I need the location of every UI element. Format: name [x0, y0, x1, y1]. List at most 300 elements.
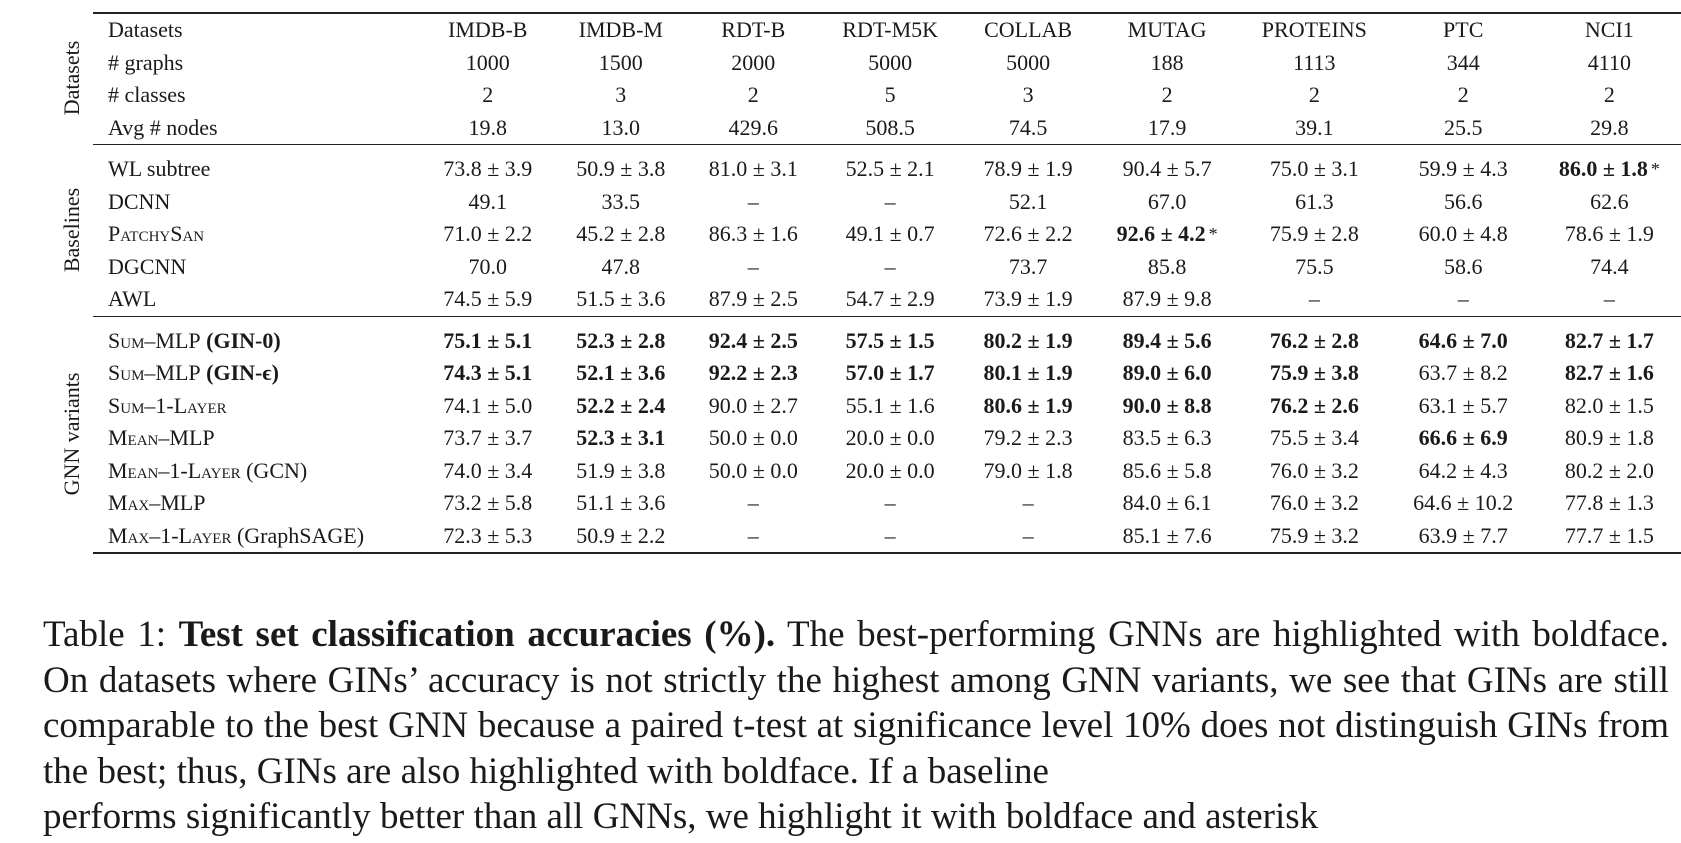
cell-value: 13.0: [601, 114, 641, 140]
cell-value: 2: [1308, 82, 1320, 108]
cell-value: 20.0 ± 0.0: [845, 457, 935, 483]
table-cell: [420, 145, 555, 186]
table-cell: [820, 47, 960, 80]
row-label-name: Mean–MLP: [108, 425, 215, 451]
cell-value: 1500: [598, 49, 643, 75]
row-label-suffix: (GCN): [246, 457, 308, 483]
gnn-variant-row: [93, 520, 1681, 554]
cell-value: 45.2 ± 2.8: [576, 221, 666, 247]
row-label-name: Avg # nodes: [108, 114, 218, 140]
table-cell: [420, 455, 555, 488]
table-cell: [420, 357, 555, 390]
column-header: IMDB-B: [420, 13, 555, 47]
table-cell: [1391, 316, 1536, 357]
cell-value: 17.9: [1147, 114, 1187, 140]
cell-value: 76.2 ± 2.8: [1269, 327, 1359, 353]
row-label: [93, 357, 420, 390]
table-cell: [1238, 251, 1391, 284]
table-cell: [686, 251, 820, 284]
cell-value: 71.0 ± 2.2: [443, 221, 533, 247]
cell-value: 73.8 ± 3.9: [443, 156, 533, 182]
table-cell: [1238, 316, 1391, 357]
row-label-name: DGCNN: [108, 253, 187, 279]
table-cell: [1391, 357, 1536, 390]
table-cell: [1391, 47, 1536, 80]
table-cell: [1096, 487, 1238, 520]
table-cell: [1238, 455, 1391, 488]
table-cell: [1536, 112, 1681, 145]
cell-value: 74.4: [1590, 253, 1629, 279]
cell-value: 1113: [1293, 49, 1336, 75]
baseline-row: [93, 218, 1681, 251]
table-cell: [820, 316, 960, 357]
cell-value: 83.5 ± 6.3: [1122, 425, 1212, 451]
table-cell: [686, 112, 820, 145]
table-cell: [420, 251, 555, 284]
cell-value: 73.7: [1008, 253, 1048, 279]
table-cell: [555, 487, 686, 520]
cell-value: 70.0: [468, 253, 508, 279]
cell-value: 52.5 ± 2.1: [845, 156, 935, 182]
cell-value: 81.0 ± 3.1: [708, 156, 798, 182]
row-label-name: Max–1-Layer: [108, 522, 232, 548]
table-cell: [686, 487, 820, 520]
row-label: [93, 316, 420, 357]
cell-value: 75.5 ± 3.4: [1269, 425, 1359, 451]
cell-value: 59.9 ± 4.3: [1418, 156, 1508, 182]
column-header: RDT-M5K: [820, 13, 960, 47]
group-label-baselines: Baselines: [59, 187, 84, 272]
row-label: [93, 79, 420, 112]
row-label: [93, 112, 420, 145]
cell-value: 3: [615, 82, 627, 108]
cell-value: 90.4 ± 5.7: [1122, 156, 1212, 182]
table-cell: [960, 251, 1096, 284]
table-cell: [420, 487, 555, 520]
cell-value: 2: [482, 82, 494, 108]
cell-value: 73.7 ± 3.7: [443, 425, 533, 451]
table-cell: [1238, 357, 1391, 390]
cell-value: 4110: [1587, 49, 1631, 75]
table-cell: [555, 47, 686, 80]
row-label: [93, 251, 420, 284]
cell-value: 76.0 ± 3.2: [1269, 490, 1359, 516]
column-header: PROTEINS: [1238, 13, 1391, 47]
column-header: PTC: [1391, 13, 1536, 47]
table-cell: [820, 218, 960, 251]
table-cell: [1536, 455, 1681, 488]
cell-value: 57.5 ± 1.5: [845, 327, 935, 353]
table-cell: [1391, 218, 1536, 251]
table-cell: [686, 455, 820, 488]
cell-value: 74.3 ± 5.1: [443, 360, 533, 386]
table-cell: [1536, 218, 1681, 251]
results-table: [93, 12, 1681, 554]
group-label-datasets: Datasets: [59, 40, 84, 116]
cell-value: 84.0 ± 6.1: [1122, 490, 1212, 516]
table-cell: [1536, 520, 1681, 554]
column-header: IMDB-M: [555, 13, 686, 47]
cell-value: 64.2 ± 4.3: [1418, 457, 1508, 483]
cell-value: 79.2 ± 2.3: [983, 425, 1073, 451]
cell-value: 87.9 ± 9.8: [1122, 286, 1212, 312]
cell-value: 52.1 ± 3.6: [576, 360, 666, 386]
table-cell: [1391, 455, 1536, 488]
cell-value: 77.7 ± 1.5: [1564, 522, 1654, 548]
cell-value: 62.6: [1590, 188, 1629, 214]
cell-value: 85.1 ± 7.6: [1122, 522, 1212, 548]
table-cell: [960, 316, 1096, 357]
table-cell: [1536, 487, 1681, 520]
cell-value: 20.0 ± 0.0: [845, 425, 935, 451]
table-cell: [820, 390, 960, 423]
cell-value: 33.5: [601, 188, 641, 214]
cell-value: 75.9 ± 3.2: [1269, 522, 1359, 548]
caption-body: The best-performing GNNs are highlighted with boldface. On datasets where GINs’ accuracy is not strictly the highest among GNN variants, we see that GINs are still comparable to the best GNN because a paired t-test at significance level 10% does not distinguish GINs from the best; thus, GINs are also highlighted with boldface. If a baseline: [43, 614, 1670, 792]
table-cell: [960, 422, 1096, 455]
cell-value: 64.6 ± 7.0: [1418, 327, 1508, 353]
gnn-variant-row: [93, 422, 1681, 455]
table-cell: [1391, 487, 1536, 520]
group-label-gnn-variants: GNN variants: [59, 372, 84, 496]
table-cell: [1536, 390, 1681, 423]
row-label-name: DCNN: [108, 188, 171, 214]
table-cell: [1536, 283, 1681, 316]
table-cell: [555, 283, 686, 316]
gnn-variant-row: [93, 316, 1681, 357]
table-cell: [820, 186, 960, 219]
table-cell: [960, 145, 1096, 186]
table-cell: [420, 422, 555, 455]
table-cell: [1238, 520, 1391, 554]
cell-value: 75.5: [1295, 253, 1334, 279]
table-cell: [960, 79, 1096, 112]
table-cell: [1096, 218, 1238, 251]
cell-value: 61.3: [1295, 188, 1334, 214]
cell-value: 73.2 ± 5.8: [443, 490, 533, 516]
column-header: MUTAG: [1096, 13, 1238, 47]
table-cell: [960, 390, 1096, 423]
cell-value: 57.0 ± 1.7: [845, 360, 935, 386]
column-header: NCI1: [1536, 13, 1681, 47]
table-cell: [820, 455, 960, 488]
cell-value: 75.9 ± 2.8: [1269, 221, 1359, 247]
table-cell: [1096, 455, 1238, 488]
column-header: RDT-B: [686, 13, 820, 47]
table-cell: [1238, 487, 1391, 520]
table-cell: [1238, 422, 1391, 455]
cell-value: 66.6 ± 6.9: [1418, 425, 1508, 451]
table-cell: [555, 390, 686, 423]
significance-asterisk: *: [1650, 159, 1660, 180]
significance-asterisk: *: [1208, 224, 1218, 245]
table-cell: [1391, 520, 1536, 554]
table-cell: [1096, 112, 1238, 145]
table-cell: [1096, 145, 1238, 186]
cell-value: 77.8 ± 1.3: [1564, 490, 1654, 516]
table-cell: [686, 390, 820, 423]
cell-value: 92.6 ± 4.2: [1116, 221, 1206, 247]
table-cell: [555, 112, 686, 145]
table-cell: [960, 487, 1096, 520]
table-cell: [1536, 422, 1681, 455]
table-cell: [1391, 422, 1536, 455]
cell-value: –: [1022, 490, 1034, 516]
cell-value: –: [884, 253, 896, 279]
row-label: [93, 218, 420, 251]
cell-value: 63.1 ± 5.7: [1418, 392, 1508, 418]
cell-value: 80.2 ± 1.9: [983, 327, 1073, 353]
cell-value: 52.3 ± 3.1: [576, 425, 666, 451]
cell-value: 5: [884, 82, 896, 108]
table-cell: [1096, 390, 1238, 423]
row-label: [93, 145, 420, 186]
table-cell: [960, 47, 1096, 80]
caption-prefix: Table 1:: [43, 614, 179, 655]
row-label-name: Mean–1-Layer: [108, 457, 241, 483]
table-cell: [420, 520, 555, 554]
cell-value: –: [747, 253, 759, 279]
table-cell: [1536, 357, 1681, 390]
cell-value: 51.9 ± 3.8: [576, 457, 666, 483]
table-cell: [555, 316, 686, 357]
row-label-name: Sum–1-Layer: [108, 392, 227, 418]
table-cell: [555, 145, 686, 186]
cell-value: 49.1: [468, 188, 508, 214]
table-cell: [420, 390, 555, 423]
row-label-name: Sum–MLP: [108, 327, 201, 353]
cell-value: 2000: [731, 49, 776, 75]
dataset-stat-row: [93, 112, 1681, 145]
table-cell: [420, 186, 555, 219]
table-cell: [1536, 316, 1681, 357]
table-cell: [1391, 390, 1536, 423]
table-cell: [420, 218, 555, 251]
cell-value: –: [884, 490, 896, 516]
row-label-suffix: (GraphSAGE): [236, 522, 365, 548]
table-cell: [960, 283, 1096, 316]
cell-value: 74.1 ± 5.0: [443, 392, 533, 418]
cell-value: –: [1022, 522, 1034, 548]
gnn-variant-row: [93, 487, 1681, 520]
cell-value: 80.6 ± 1.9: [983, 392, 1073, 418]
cell-value: 2: [1161, 82, 1173, 108]
table-cell: [1391, 186, 1536, 219]
table-cell: [686, 316, 820, 357]
table-cell: [420, 79, 555, 112]
row-label-name: AWL: [108, 286, 157, 312]
table-cell: [1536, 79, 1681, 112]
table-cell: [1238, 47, 1391, 80]
table-cell: [555, 520, 686, 554]
cell-value: 60.0 ± 4.8: [1418, 221, 1508, 247]
table-cell: [686, 218, 820, 251]
table-cell: [960, 520, 1096, 554]
cell-value: 50.9 ± 3.8: [576, 156, 666, 182]
table-cell: [1096, 47, 1238, 80]
table-cell: [420, 47, 555, 80]
cell-value: –: [884, 188, 896, 214]
cell-value: 80.1 ± 1.9: [983, 360, 1073, 386]
table-cell: [686, 47, 820, 80]
cell-value: 63.7 ± 8.2: [1418, 360, 1508, 386]
table-cell: [1238, 283, 1391, 316]
table-cell: [1238, 79, 1391, 112]
table-cell: [1096, 79, 1238, 112]
results-table-body: [93, 13, 1681, 553]
cell-value: 56.6: [1443, 188, 1483, 214]
table-cell: [1391, 145, 1536, 186]
table-cell: [1391, 112, 1536, 145]
cell-value: 75.9 ± 3.8: [1269, 360, 1359, 386]
row-label-name: # graphs: [108, 49, 184, 75]
row-label: [93, 487, 420, 520]
row-label-name: Sum–MLP: [108, 360, 201, 386]
table-cell: [420, 283, 555, 316]
table-cell: [1096, 316, 1238, 357]
table-cell: [820, 487, 960, 520]
cell-value: 50.0 ± 0.0: [708, 457, 798, 483]
cell-value: 52.1: [1008, 188, 1048, 214]
table-cell: [1238, 218, 1391, 251]
table-cell: [820, 79, 960, 112]
cell-value: 19.8: [468, 114, 508, 140]
cell-value: 52.3 ± 2.8: [576, 327, 666, 353]
cell-value: 75.1 ± 5.1: [443, 327, 533, 353]
table-cell: [1096, 357, 1238, 390]
cell-value: 74.0 ± 3.4: [443, 457, 533, 483]
cell-value: 76.0 ± 3.2: [1269, 457, 1359, 483]
cell-value: –: [1603, 286, 1615, 312]
table-cell: [1391, 251, 1536, 284]
table-cell: [1536, 145, 1681, 186]
table-cell: [1536, 47, 1681, 80]
table-cell: [555, 251, 686, 284]
table-cell: [420, 316, 555, 357]
table-caption: [43, 612, 1669, 840]
baseline-row: [93, 251, 1681, 284]
row-label-suffix: (GIN-ϵ): [206, 360, 279, 386]
cell-value: 2: [1457, 82, 1469, 108]
cell-value: 55.1 ± 1.6: [845, 392, 935, 418]
table-cell: [960, 186, 1096, 219]
gnn-variant-row: [93, 390, 1681, 423]
table-cell: [960, 218, 1096, 251]
row-label-suffix: (GIN-0): [206, 327, 281, 353]
table-cell: [820, 422, 960, 455]
table-cell: [1096, 186, 1238, 219]
row-label: [93, 455, 420, 488]
cell-value: 2: [747, 82, 759, 108]
cell-value: 82.7 ± 1.6: [1564, 360, 1654, 386]
table-cell: [1238, 112, 1391, 145]
cell-value: 76.2 ± 2.6: [1269, 392, 1359, 418]
cell-value: 508.5: [865, 114, 915, 140]
cell-value: –: [747, 522, 759, 548]
cell-value: 75.0 ± 3.1: [1269, 156, 1359, 182]
cell-value: 72.6 ± 2.2: [983, 221, 1073, 247]
cell-value: 92.4 ± 2.5: [708, 327, 798, 353]
cell-value: 89.4 ± 5.6: [1122, 327, 1212, 353]
cell-value: 39.1: [1295, 114, 1334, 140]
cell-value: 25.5: [1443, 114, 1483, 140]
table-cell: [1096, 422, 1238, 455]
cell-value: 5000: [868, 49, 913, 75]
cell-value: –: [747, 188, 759, 214]
row-label: [93, 47, 420, 80]
table-cell: [555, 79, 686, 112]
row-label: [93, 422, 420, 455]
table-cell: [686, 283, 820, 316]
table-cell: [1391, 79, 1536, 112]
cell-value: 29.8: [1590, 114, 1629, 140]
table-cell: [555, 455, 686, 488]
cell-value: 63.9 ± 7.7: [1418, 522, 1508, 548]
cell-value: 74.5 ± 5.9: [443, 286, 533, 312]
cell-value: 52.2 ± 2.4: [576, 392, 666, 418]
cell-value: 90.0 ± 8.8: [1122, 392, 1212, 418]
cell-value: 58.6: [1443, 253, 1483, 279]
cell-value: 82.7 ± 1.7: [1564, 327, 1654, 353]
cell-value: 80.9 ± 1.8: [1564, 425, 1654, 451]
caption-heading: Test set classification accuracies (%).: [178, 614, 776, 655]
table-cell: [1096, 251, 1238, 284]
gnn-variant-row: [93, 357, 1681, 390]
cell-value: 85.6 ± 5.8: [1122, 457, 1212, 483]
cell-value: 3: [1022, 82, 1034, 108]
cell-value: 47.8: [601, 253, 641, 279]
table-cell: [820, 357, 960, 390]
table-cell: [1391, 283, 1536, 316]
cell-value: 64.6 ± 10.2: [1413, 490, 1514, 516]
cell-value: 78.9 ± 1.9: [983, 156, 1073, 182]
row-label: [93, 390, 420, 423]
table-cell: [820, 112, 960, 145]
table-cell: [555, 186, 686, 219]
table-cell: [960, 455, 1096, 488]
row-label-name: PatchySan: [108, 221, 205, 247]
baseline-row: [93, 283, 1681, 316]
cell-value: 49.1 ± 0.7: [845, 221, 935, 247]
row-label: [93, 186, 420, 219]
cell-value: 5000: [1006, 49, 1051, 75]
table-cell: [686, 422, 820, 455]
table-cell: [686, 186, 820, 219]
table-cell: [420, 112, 555, 145]
cell-value: 72.3 ± 5.3: [443, 522, 533, 548]
table-cell: [555, 357, 686, 390]
cell-value: 54.7 ± 2.9: [845, 286, 935, 312]
table-cell: [960, 357, 1096, 390]
table-cell: [1238, 390, 1391, 423]
cell-value: 92.2 ± 2.3: [708, 360, 798, 386]
cell-value: 51.5 ± 3.6: [576, 286, 666, 312]
cell-value: –: [747, 490, 759, 516]
row-label-name: WL subtree: [108, 156, 211, 182]
dataset-stat-row: [93, 47, 1681, 80]
table-cell: [820, 251, 960, 284]
cell-value: 85.8: [1147, 253, 1187, 279]
row-label: [93, 520, 420, 554]
column-header: COLLAB: [960, 13, 1096, 47]
dataset-stat-row: [93, 79, 1681, 112]
table-cell: [820, 283, 960, 316]
cell-value: 429.6: [728, 114, 779, 140]
table-cell: [1536, 186, 1681, 219]
cell-value: –: [884, 522, 896, 548]
table-cell: [686, 145, 820, 186]
table-cell: [1096, 520, 1238, 554]
